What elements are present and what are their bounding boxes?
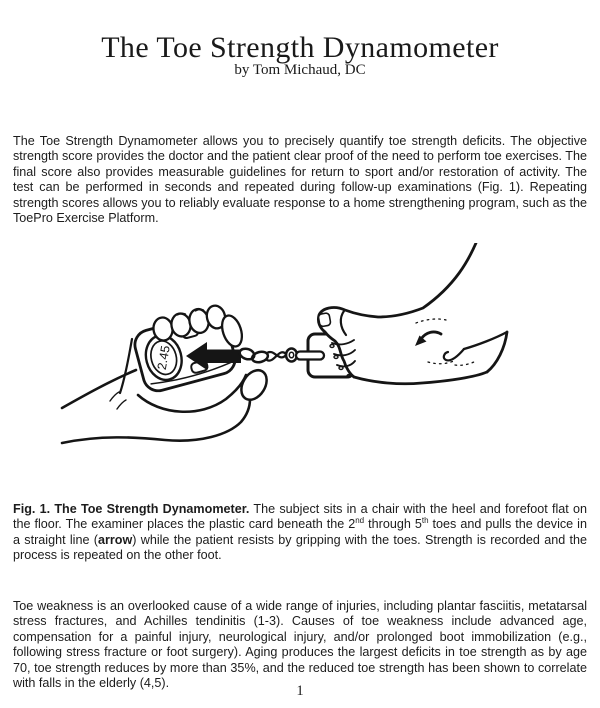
intro-paragraph: The Toe Strength Dynamometer allows you to precisely quantify toe strength deficits. The objective strength score provides the doctor and the patient clear proof of the need to perform toe exercises. The final score also provides measurable guidelines for return to sport and/or restoration of activity. The test can be performed in seconds and repeated during follow-up examinations (Fig. 1). Repeating strength scores allows you to reliably evaluate response to a home strengthening program, such as the ToePro Exercise Platform.	[13, 133, 587, 226]
patient-foot	[318, 243, 507, 384]
caption-superscript: th	[421, 515, 429, 525]
figure-caption	[13, 502, 587, 564]
device-reading: 2.45	[154, 344, 173, 371]
toe-dynamometer-drawing	[60, 243, 550, 458]
thumb	[236, 366, 272, 405]
caption-superscript: nd	[355, 515, 365, 525]
caption-text: ) while the patient resists by gripping with the toes. Strength is recorded and the process is repeated on the other foot.	[13, 532, 587, 563]
card-rod	[296, 352, 324, 360]
caption-bold-word: arrow	[97, 532, 133, 547]
caption-text: through 5	[364, 517, 422, 532]
connection-chain	[238, 347, 297, 364]
caption-text: toes and pulls the device in a straight line (	[13, 517, 587, 547]
page-number: 1	[296, 683, 304, 699]
body-paragraph: Toe weakness is an overlooked cause of a wide range of injuries, including plantar fasciitis, metatarsal stress fractures, and Achilles tendinitis (1-3). Causes of toe weakness include advanced age, compensation for a painful injury, neurological injury, and/or prolonged boot immobilization (e.g., following stress fracture or foot surgery). Aging produces the largest deficits in toe strength as by age 70, toe strength reduces by more than 35%, and the reduced toe strength has been shown to correlate with falls in the elderly (4,5).	[13, 598, 587, 691]
caption-text: The subject sits in a chair with the heel and forefoot flat on the floor. The examiner places the plastic card beneath the 2	[13, 501, 587, 532]
page-title: The Toe Strength Dynamometer	[101, 31, 499, 65]
byline: by Tom Michaud, DC	[234, 62, 366, 78]
figure-illustration	[60, 243, 550, 458]
caption-lead: Fig. 1. The Toe Strength Dynamometer.	[13, 501, 250, 516]
big-toe-nail	[318, 313, 331, 327]
